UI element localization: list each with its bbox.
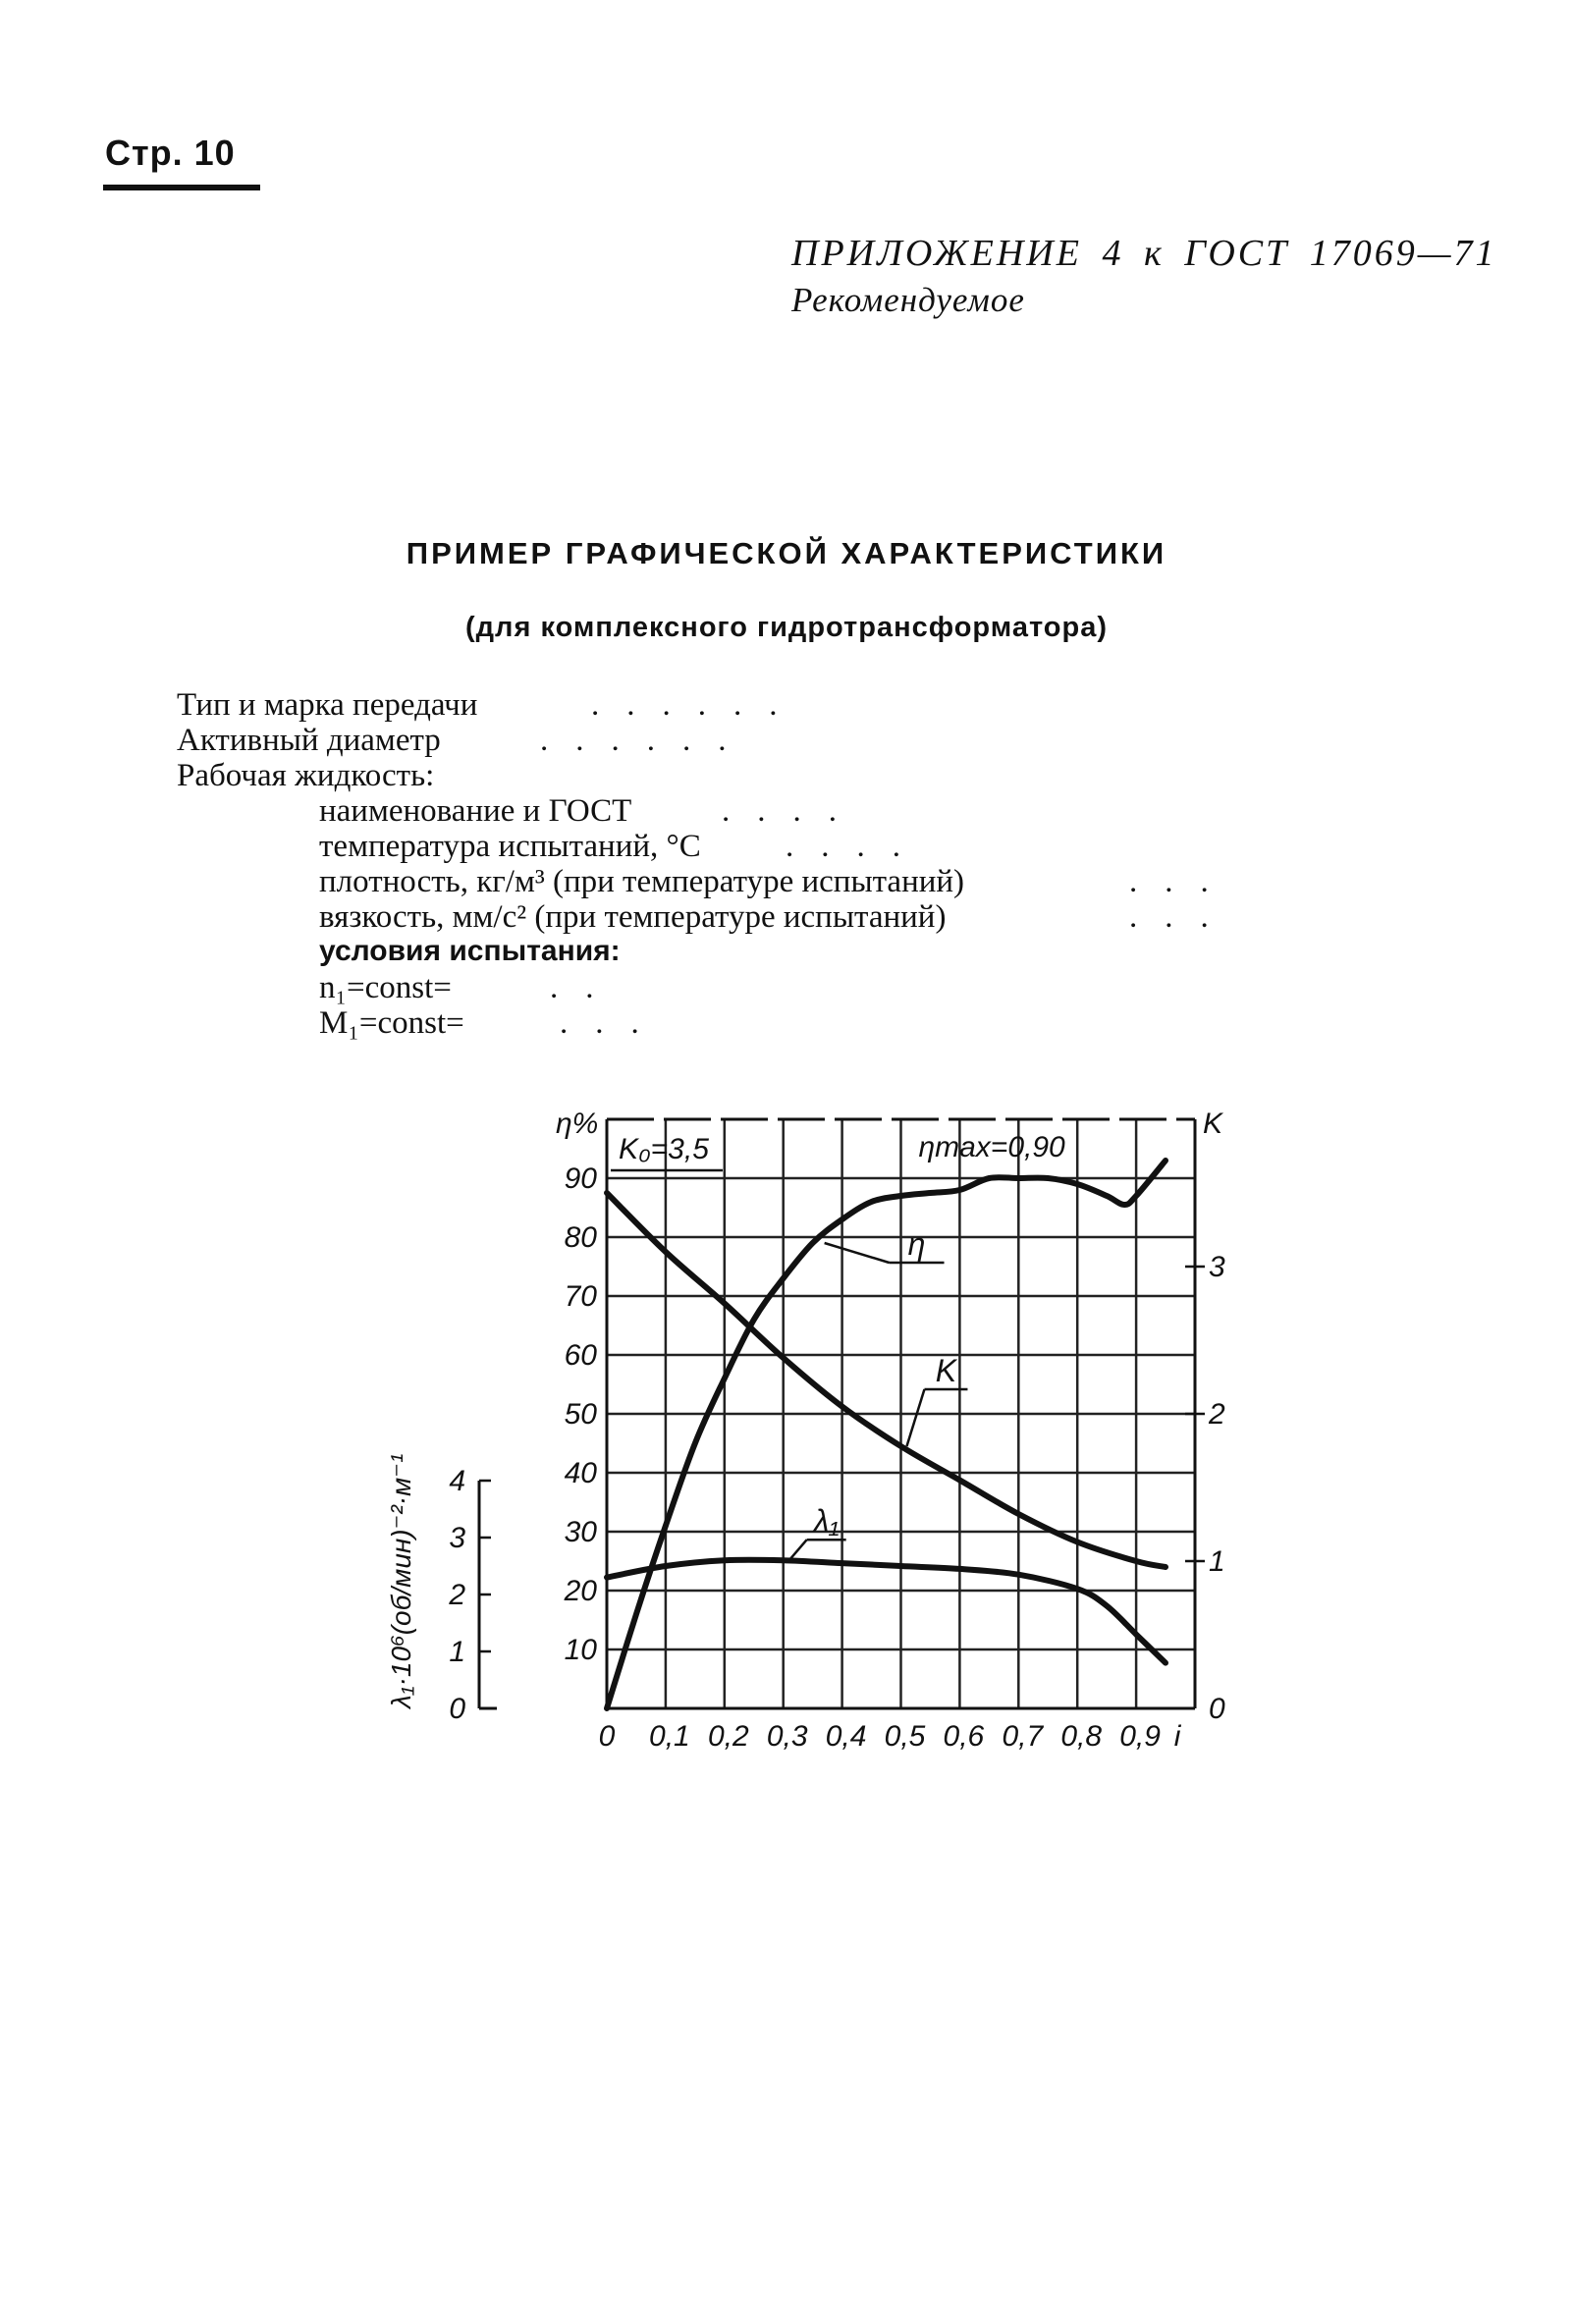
field-active-diameter: Активный диаметр bbox=[177, 723, 441, 758]
x-tick-label: 0 bbox=[598, 1720, 616, 1753]
left-tick-label: 40 bbox=[564, 1457, 597, 1489]
x-tick-label: 0,8 bbox=[1060, 1720, 1103, 1753]
field-viscosity: вязкость, мм/с² (при температуре испытаний) bbox=[319, 899, 947, 935]
lambda-tick-label: 1 bbox=[449, 1636, 465, 1668]
right-tick-label: 1 bbox=[1209, 1545, 1225, 1578]
field-n1-const: n₁=const= bbox=[319, 970, 452, 1005]
page-title: ПРИМЕР ГРАФИЧЕСКОЙ ХАРАКТЕРИСТИКИ bbox=[406, 536, 1167, 570]
left-tick-label: 10 bbox=[564, 1634, 597, 1666]
fill-dots: ... bbox=[560, 1005, 667, 1041]
right-tick-label: 2 bbox=[1209, 1398, 1225, 1431]
x-tick-label: 0,7 bbox=[1002, 1720, 1044, 1753]
eta-max-annotation: ηmax=0,90 bbox=[918, 1131, 1065, 1163]
lambda-tick-label: 4 bbox=[449, 1465, 465, 1497]
left-tick-label: 60 bbox=[564, 1339, 597, 1372]
lambda-tick-label: 0 bbox=[449, 1693, 465, 1725]
series-line-1 bbox=[607, 1193, 1166, 1567]
x-axis-label: i bbox=[1173, 1720, 1181, 1753]
left-tick-label: 50 bbox=[564, 1398, 597, 1431]
field-m1-const: M₁=const= bbox=[319, 1005, 464, 1041]
left-tick-label: 80 bbox=[564, 1221, 597, 1254]
x-tick-label: 0,9 bbox=[1119, 1720, 1161, 1753]
right-tick-label: 0 bbox=[1209, 1693, 1225, 1725]
series-callout-leader bbox=[789, 1540, 807, 1560]
left-tick-label: 20 bbox=[564, 1575, 597, 1607]
page-number: Стр. 10 bbox=[105, 133, 236, 173]
fill-dots: ...... bbox=[540, 723, 754, 758]
fill-dots: .... bbox=[786, 829, 928, 864]
series-label: K bbox=[935, 1353, 957, 1388]
field-test-temperature: температура испытаний, °С bbox=[319, 829, 701, 864]
left-axis-label: η% bbox=[556, 1108, 599, 1140]
series-callout-leader bbox=[906, 1389, 924, 1446]
x-tick-label: 0,6 bbox=[943, 1720, 985, 1753]
series-callout-leader bbox=[825, 1243, 890, 1263]
x-tick-label: 0,4 bbox=[825, 1720, 867, 1753]
lambda-tick-label: 2 bbox=[449, 1579, 465, 1611]
fill-dots: ...... bbox=[591, 687, 805, 723]
x-tick-label: 0,1 bbox=[649, 1720, 690, 1753]
page-subtitle: (для комплексного гидротрансформатора) bbox=[464, 612, 1108, 643]
fill-dots: .. bbox=[550, 970, 622, 1005]
fill-dots: .... bbox=[722, 793, 864, 829]
right-tick-label: 3 bbox=[1209, 1251, 1225, 1283]
left-tick-label: 90 bbox=[564, 1162, 597, 1195]
fill-dots: ... bbox=[1129, 899, 1236, 935]
series-label: λ₁ bbox=[813, 1503, 840, 1540]
fill-dots: ... bbox=[1129, 864, 1236, 899]
appendix-status: Рекомендуемое bbox=[791, 281, 1025, 319]
field-test-conditions: условия испытания: bbox=[319, 935, 621, 967]
left-tick-label: 30 bbox=[564, 1516, 597, 1548]
series-label: η bbox=[907, 1226, 926, 1262]
left-tick-label: 70 bbox=[564, 1280, 597, 1313]
k0-annotation: K₀=3,5 bbox=[619, 1133, 709, 1165]
x-tick-label: 0,2 bbox=[707, 1720, 749, 1753]
field-working-fluid: Рабочая жидкость: bbox=[177, 758, 435, 793]
right-axis-label: K bbox=[1203, 1108, 1223, 1140]
x-tick-label: 0,3 bbox=[766, 1720, 808, 1753]
field-type-brand: Тип и марка передачи bbox=[177, 687, 478, 723]
field-name-gost: наименование и ГОСТ bbox=[319, 793, 632, 829]
appendix-heading: ПРИЛОЖЕНИЕ 4 к ГОСТ 17069—71 bbox=[791, 233, 1497, 274]
series-line-2 bbox=[607, 1560, 1166, 1663]
x-tick-label: 0,5 bbox=[884, 1720, 926, 1753]
lambda-tick-label: 3 bbox=[449, 1522, 465, 1554]
lambda-axis-label: λ₁·10⁶(об/мин)⁻²·м⁻¹ bbox=[386, 1453, 416, 1708]
field-density: плотность, кг/м³ (при температуре испытаний) bbox=[319, 864, 965, 899]
